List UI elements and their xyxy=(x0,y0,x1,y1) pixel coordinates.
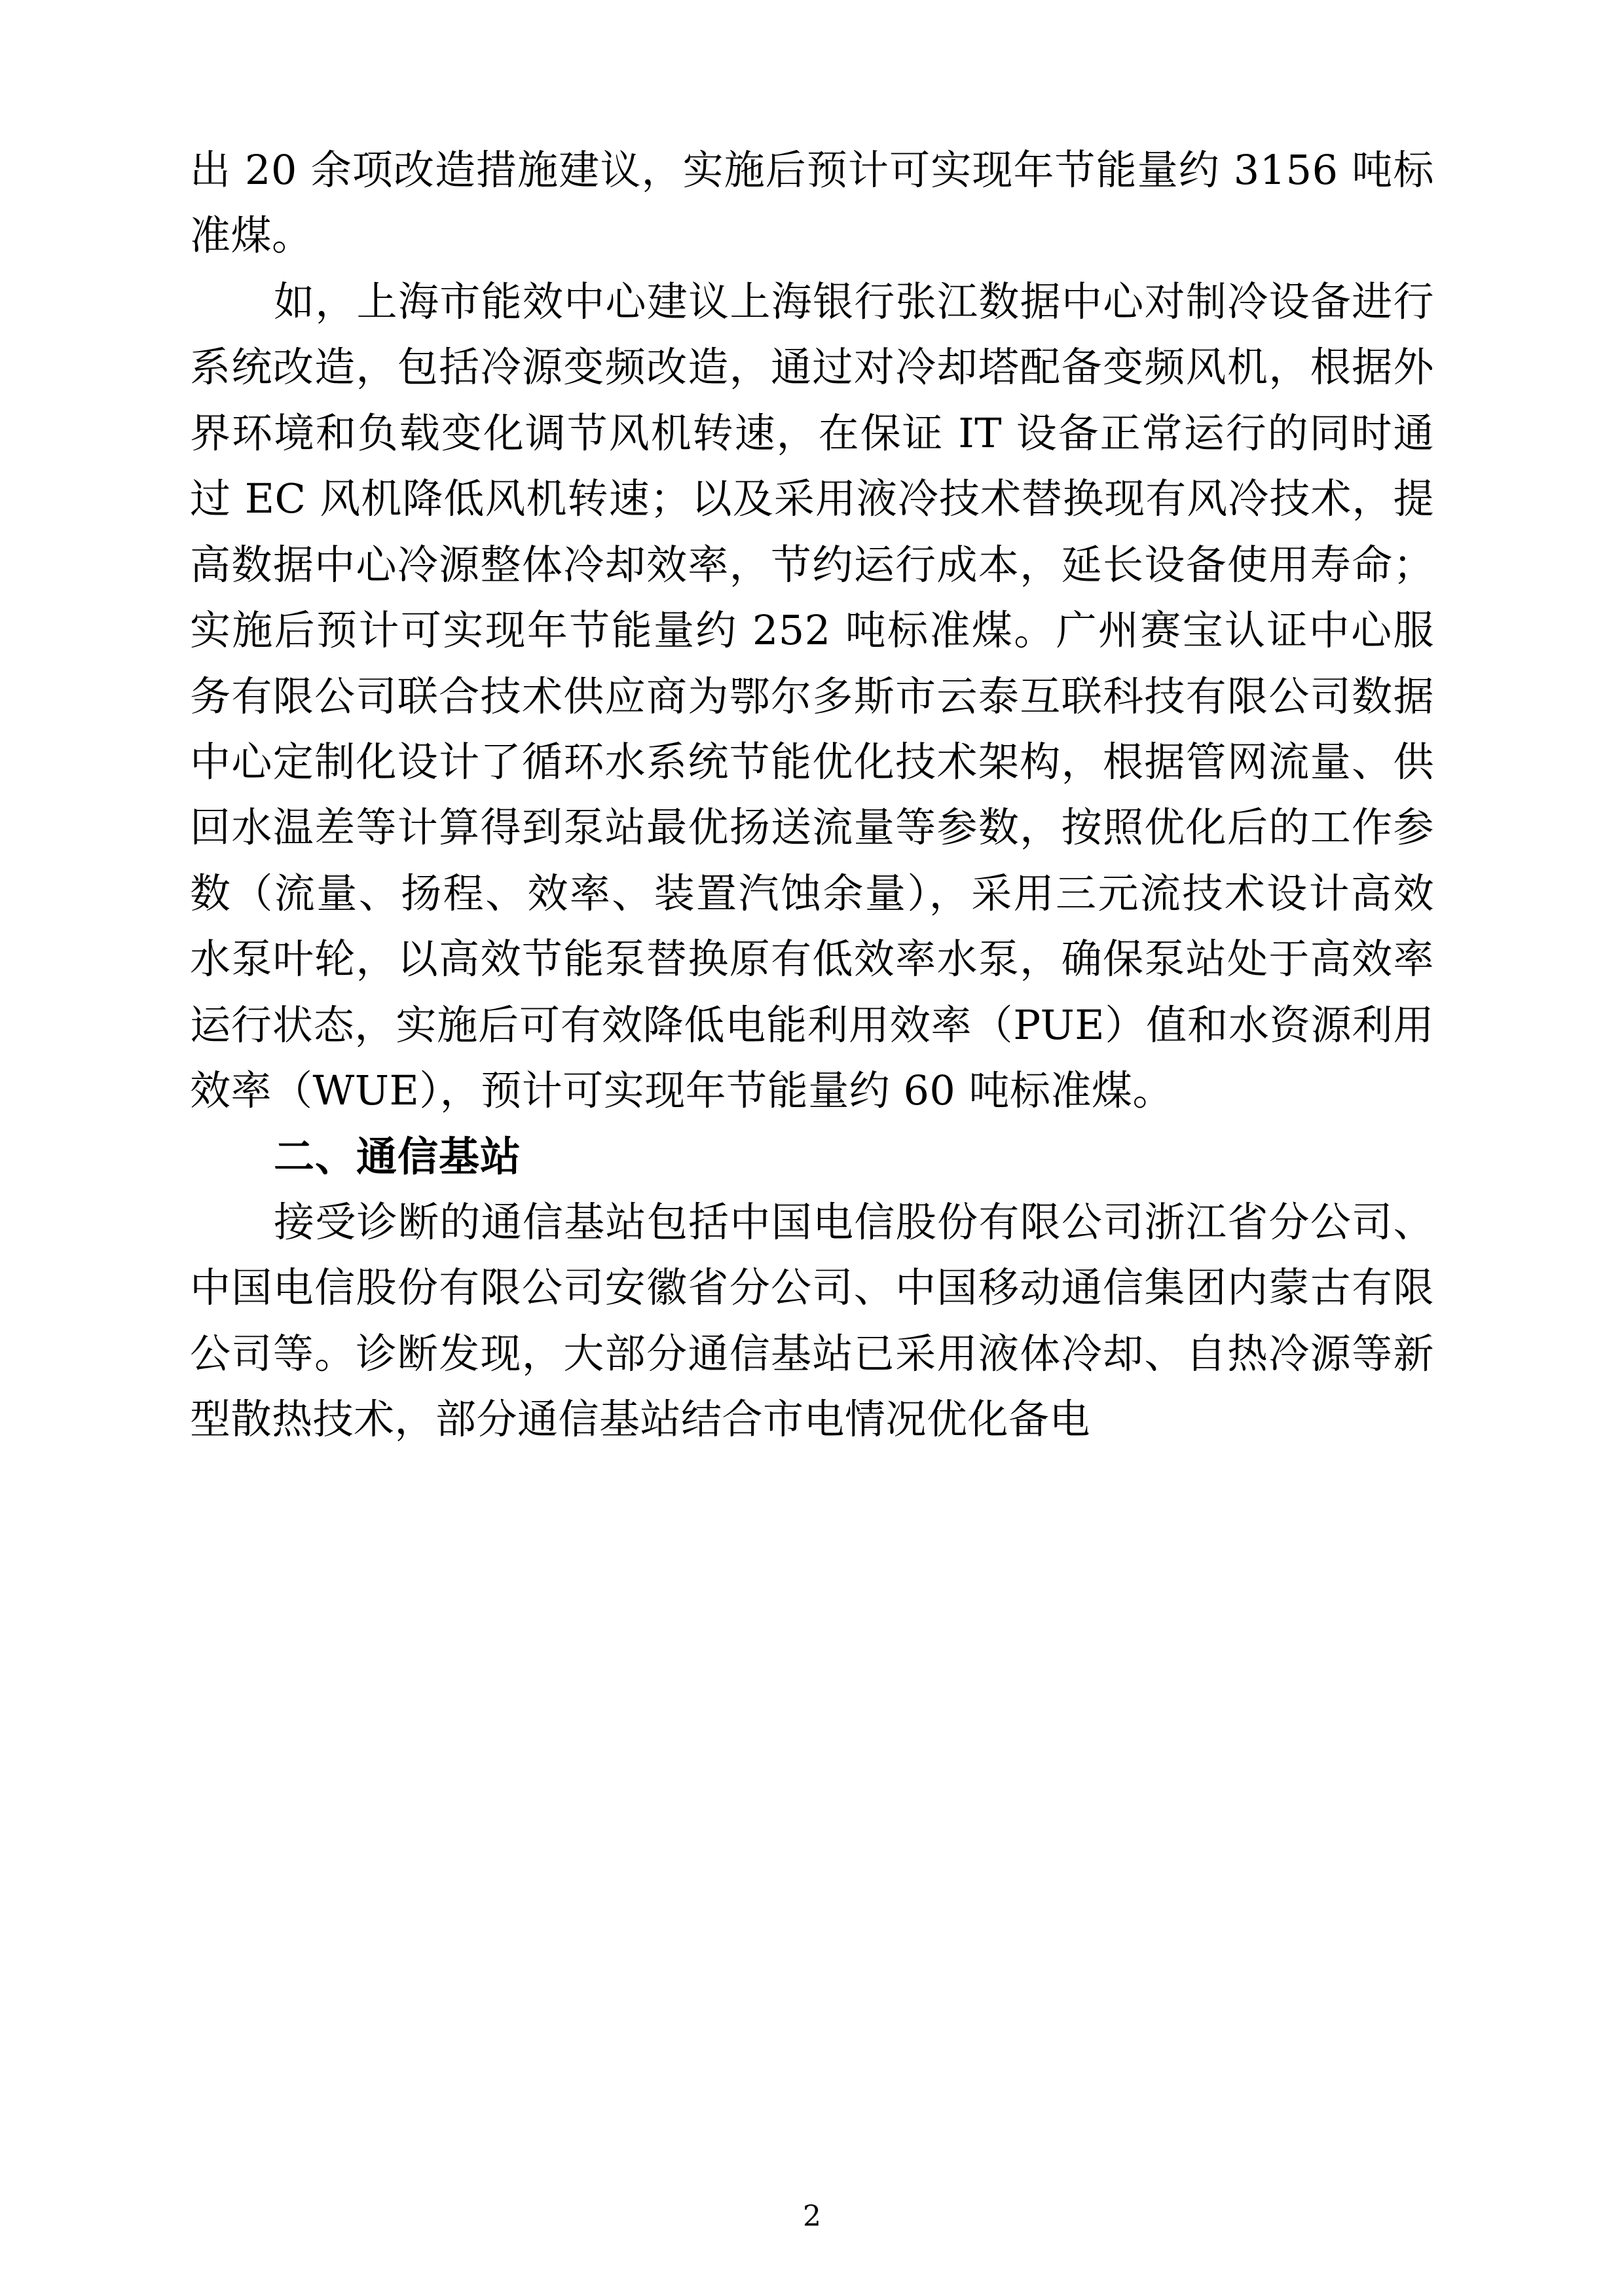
document-body xyxy=(190,137,1434,1453)
section-heading-base-stations: 二、通信基站 xyxy=(274,1132,522,1180)
paragraph-base-station: 接受诊断的通信基站包括中国电信股份有限公司浙江省分公司、中国电信股份有限公司安徽省分公司、中国移动通信集团内蒙古有限公司等。诊断发现，大部分通信基站已采用液体冷却、自热冷源等新型散热技术，部分通信基站结合市电情况优化备电 xyxy=(190,1198,1434,1444)
paragraph-shanghai-example: 如，上海市能效中心建议上海银行张江数据中心对制冷设备进行系统改造，包括冷源变频改造，通过对冷却塔配备变频风机，根据外界环境和负载变化调节风机转速，在保证 IT 设备正常运行的同时通过 EC 风机降低风机转速；以及采用液冷技术替换现有风冷技术，提高数据中心冷源整体冷却效率，节约运行成本，延长设备使用寿命；实施后预计可实现年节能量约 252 吨标准煤。广州赛宝认证中心服务有限公司联合技术供应商为鄂尔多斯市云泰互联科技有限公司数据中心定制化设计了循环水系统节能优化技术架构，根据管网流量、供回水温差等计算得到泵站最优扬送流量等参数，按照优化后的工作参数（流量、扬程、效率、装置汽蚀余量），采用三元流技术设计高效水泵叶轮，以高效节能泵替换原有低效率水泵，确保泵站处于高效率运行状态，实施后可有效降低电能利用效率（PUE）值和水资源利用效率（WUE），预计可实现年节能量约 60 吨标准煤。 xyxy=(190,277,1434,1115)
paragraph-continuation: 出 20 余项改造措施建议，实施后预计可实现年节能量约 3156 吨标准煤。 xyxy=(190,146,1434,260)
page-number: 2 xyxy=(803,2200,821,2233)
